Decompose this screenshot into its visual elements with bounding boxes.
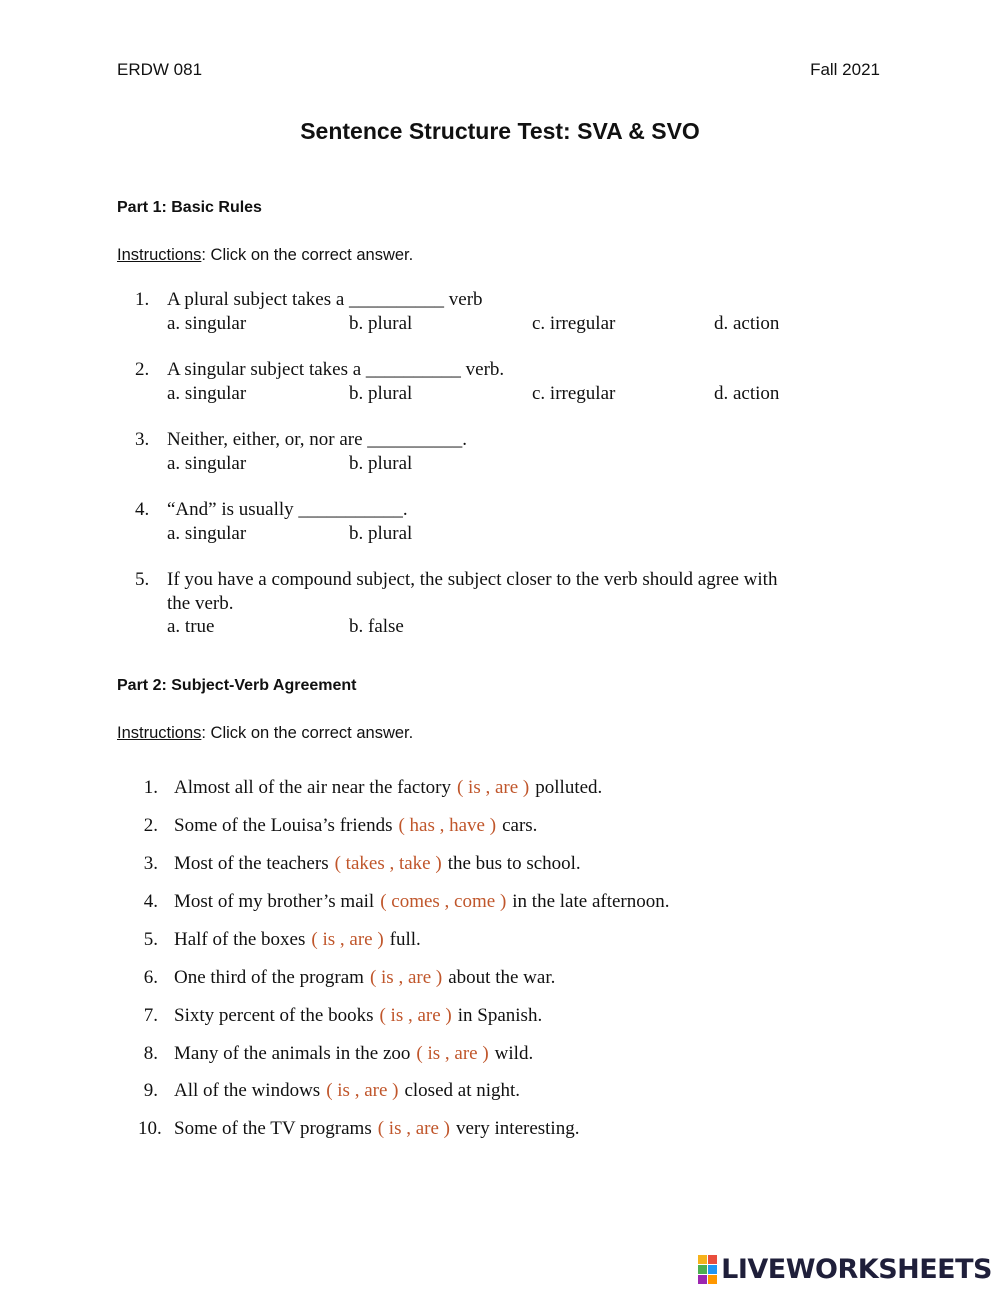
verb-choice[interactable]: ( is , are ) xyxy=(311,929,384,950)
item-sentence xyxy=(174,1118,579,1140)
verb-choice[interactable]: ( takes , take ) xyxy=(334,853,442,874)
item-sentence xyxy=(174,1080,520,1102)
sentence-start: Most of the teachers xyxy=(174,853,329,874)
answer-option[interactable]: b. plural xyxy=(349,383,413,404)
verb-choice[interactable]: ( is , are ) xyxy=(456,777,530,798)
verb-choice[interactable]: ( is , are ) xyxy=(377,1118,450,1139)
sentence-end: full. xyxy=(389,929,421,950)
item-number: 5. xyxy=(143,929,158,950)
item-sentence xyxy=(174,891,670,913)
sentence-start: Many of the animals in the zoo xyxy=(174,1043,411,1064)
item-number: 4. xyxy=(143,891,158,912)
part2-instructions xyxy=(117,724,413,743)
verb-choice[interactable]: ( has , have ) xyxy=(398,815,497,836)
answer-option[interactable]: b. plural xyxy=(349,313,413,334)
question-number: 3. xyxy=(135,429,150,450)
sentence-start: One third of the program xyxy=(174,967,364,988)
item-number: 10. xyxy=(138,1118,162,1139)
item-sentence xyxy=(174,1043,533,1065)
sentence-start: Some of the TV programs xyxy=(174,1118,372,1139)
question-text: A singular subject takes a __________ verb. xyxy=(167,359,505,380)
term-label: Fall 2021 xyxy=(810,60,880,79)
sentence-end: cars. xyxy=(502,815,538,836)
verb-choice[interactable]: ( is , are ) xyxy=(416,1043,489,1064)
question-number: 4. xyxy=(135,499,150,520)
item-number: 7. xyxy=(143,1005,158,1026)
logo-text: LIVEWORKSHEETS xyxy=(721,1253,992,1285)
part2-instructions-text: : Click on the correct answer. xyxy=(201,724,414,742)
answer-option[interactable]: b. plural xyxy=(349,523,413,544)
item-number: 3. xyxy=(143,853,158,874)
question-text: If you have a compound subject, the subject closer to the verb should agree with xyxy=(167,569,778,590)
sentence-end: very interesting. xyxy=(456,1118,580,1139)
answer-option[interactable]: a. singular xyxy=(167,453,247,474)
answer-option[interactable]: c. irregular xyxy=(532,313,616,334)
item-sentence xyxy=(174,967,555,989)
verb-choice[interactable]: ( is , are ) xyxy=(379,1005,452,1026)
item-sentence xyxy=(174,929,421,951)
item-number: 9. xyxy=(143,1080,158,1101)
part2-instructions-label: Instructions xyxy=(117,724,202,742)
item-number: 6. xyxy=(143,967,158,988)
part1-instructions-text: : Click on the correct answer. xyxy=(201,246,414,264)
logo-blocks-icon xyxy=(698,1255,717,1284)
question-number: 5. xyxy=(135,569,150,590)
item-sentence xyxy=(174,853,581,875)
answer-option[interactable]: b. plural xyxy=(349,453,413,474)
item-number: 2. xyxy=(143,815,158,836)
answer-option[interactable]: a. singular xyxy=(167,383,247,404)
question-number: 2. xyxy=(135,359,150,380)
sentence-start: All of the windows xyxy=(174,1080,321,1101)
question-text: Neither, either, or, nor are __________. xyxy=(167,429,468,450)
part2-heading: Part 2: Subject-Verb Agreement xyxy=(117,677,357,694)
question-number: 1. xyxy=(135,289,150,310)
liveworksheets-logo xyxy=(698,1254,992,1284)
sentence-end: closed at night. xyxy=(404,1080,521,1101)
part1-instructions-label: Instructions xyxy=(117,246,202,264)
question-text: A plural subject takes a __________ verb xyxy=(167,289,483,310)
answer-option[interactable]: a. singular xyxy=(167,523,247,544)
sentence-start: Almost all of the air near the factory xyxy=(174,777,451,798)
answer-option[interactable]: d. action xyxy=(714,313,780,334)
sentence-start: Most of my brother’s mail xyxy=(174,891,375,912)
answer-option[interactable]: a. true xyxy=(167,616,215,637)
sentence-end: wild. xyxy=(494,1043,534,1064)
sentence-end: about the war. xyxy=(448,967,556,988)
sentence-end: in the late afternoon. xyxy=(512,891,670,912)
verb-choice[interactable]: ( is , are ) xyxy=(326,1080,399,1101)
answer-option[interactable]: d. action xyxy=(714,383,780,404)
sentence-start: Some of the Louisa’s friends xyxy=(174,815,393,836)
item-sentence xyxy=(174,815,537,837)
verb-choice[interactable]: ( is , are ) xyxy=(369,967,443,988)
item-sentence xyxy=(174,777,602,799)
answer-option[interactable]: a. singular xyxy=(167,313,247,334)
sentence-end: in Spanish. xyxy=(457,1005,543,1026)
sentence-start: Sixty percent of the books xyxy=(174,1005,374,1026)
part1-instructions xyxy=(117,246,413,265)
part1-heading: Part 1: Basic Rules xyxy=(117,199,262,216)
sentence-end: polluted. xyxy=(535,777,603,798)
page-title: Sentence Structure Test: SVA & SVO xyxy=(300,118,700,144)
sentence-start: Half of the boxes xyxy=(174,929,306,950)
item-number: 1. xyxy=(143,777,158,798)
question-text-continued: the verb. xyxy=(167,593,234,614)
sentence-end: the bus to school. xyxy=(447,853,581,874)
item-number: 8. xyxy=(143,1043,158,1064)
item-sentence xyxy=(174,1005,542,1027)
verb-choice[interactable]: ( comes , come ) xyxy=(380,891,507,912)
answer-option[interactable]: b. false xyxy=(349,616,404,637)
course-code: ERDW 081 xyxy=(117,60,203,79)
question-text: “And” is usually ___________. xyxy=(167,499,408,520)
answer-option[interactable]: c. irregular xyxy=(532,383,616,404)
